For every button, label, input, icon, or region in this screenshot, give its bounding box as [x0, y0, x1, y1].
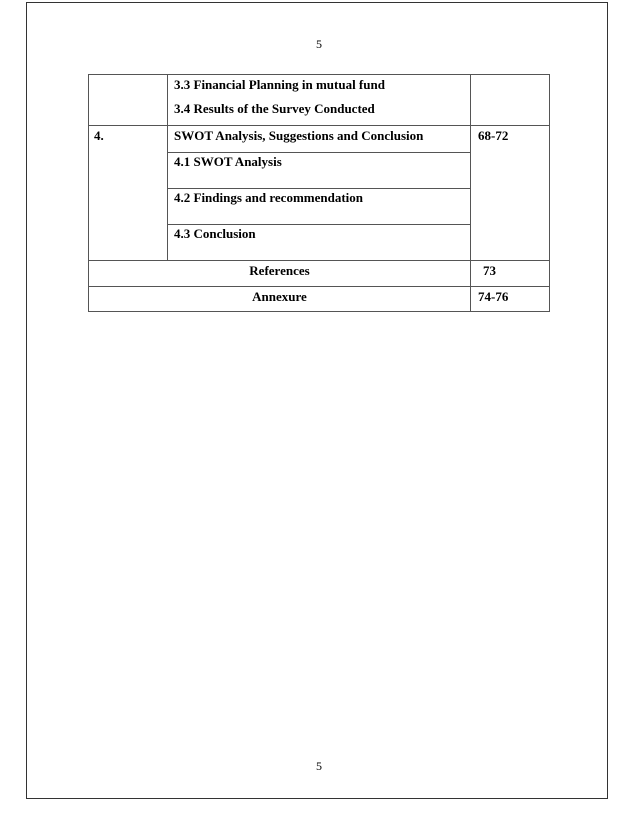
- table-of-contents: [88, 74, 550, 312]
- row-divider-4-1: [167, 152, 470, 153]
- page-number-top: 5: [316, 37, 322, 51]
- row-divider-references: [89, 260, 550, 261]
- annexure-label: Annexure: [252, 289, 307, 304]
- toc-item-3-3: 3.3 Financial Planning in mutual fund: [174, 77, 385, 92]
- chapter-number: 4.: [94, 128, 104, 143]
- annexure-pages: 74-76: [478, 289, 509, 304]
- row-divider-annexure: [89, 286, 550, 287]
- toc-item-4-3: 4.3 Conclusion: [174, 226, 256, 241]
- toc-item-4-1: 4.1 SWOT Analysis: [174, 154, 282, 169]
- chapter-pages: 68-72: [478, 128, 509, 143]
- row-divider-4-3: [167, 224, 470, 225]
- column-divider-2: [470, 75, 471, 312]
- row-divider-4-2: [167, 188, 470, 189]
- row-divider-chapter4: [89, 125, 550, 126]
- references-label: References: [249, 263, 310, 278]
- toc-item-3-4: 3.4 Results of the Survey Conducted: [174, 101, 375, 116]
- references-pages: 73: [483, 263, 496, 278]
- column-divider-1: [167, 75, 168, 260]
- page-number-bottom: 5: [316, 759, 322, 773]
- chapter-title: SWOT Analysis, Suggestions and Conclusion: [174, 128, 424, 143]
- toc-item-4-2: 4.2 Findings and recommendation: [174, 190, 364, 205]
